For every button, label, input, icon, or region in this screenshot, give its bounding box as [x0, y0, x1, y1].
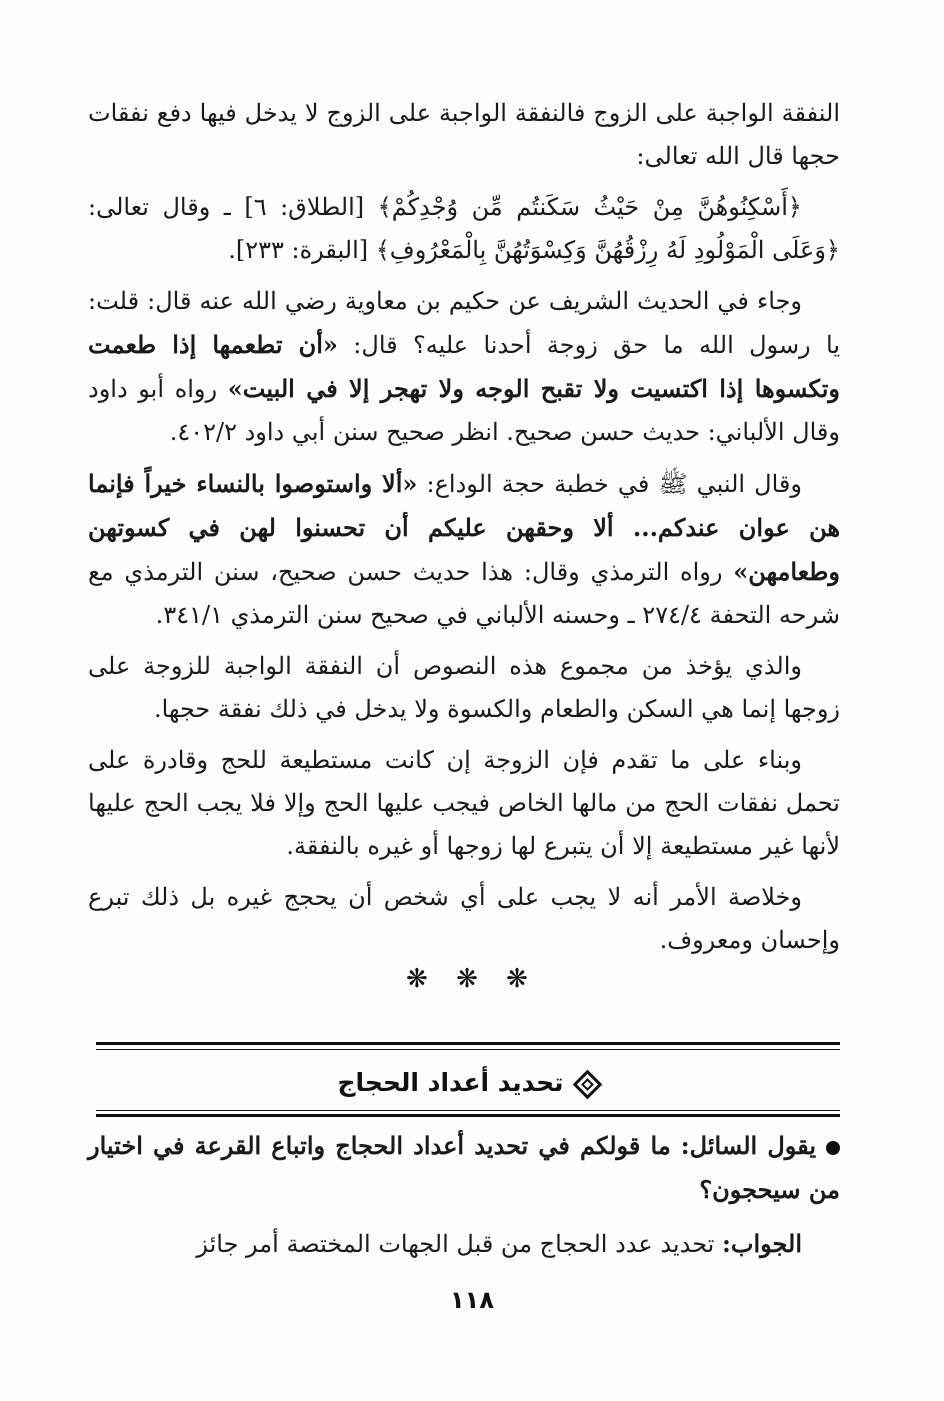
- section-title-text: تحديد أعداد الحجاج: [337, 1068, 564, 1097]
- paragraph: والذي يؤخذ من مجموع هذه النصوص أن النفقة الواجبة للزوجة على زوجها إنما هي السكن والطعام والكسوة ولا يدخل في ذلك نفقة حجها.: [88, 652, 840, 723]
- hadith-quote: «ألا واستوصوا بالنساء خيراً فإنما هن عوان عندكم... ألا وحقهن عليكم أن تحسنوا لهن في كسوتهن وطعامهن»: [88, 469, 841, 586]
- bottom-rule: [96, 1114, 840, 1117]
- answer-text: تحديد عدد الحجاج من قبل الجهات المختصة أمر جائز: [196, 1230, 722, 1258]
- paragraph: وخلاصة الأمر أنه لا يجب على أي شخص أن يحجج غيره بل ذلك تبرع وإحسان ومعروف.: [88, 883, 840, 954]
- hadith-paragraph: [88, 280, 840, 454]
- paragraph-text: وقال النبي ﷺ في خطبة حجة الوداع:: [417, 470, 802, 498]
- paragraph-text: رواه أبو داود وقال الألباني: حديث حسن صحيح. انظر صحيح سنن أبي داود ٤٠٢/٢.: [88, 375, 840, 446]
- diamond-icon: [573, 1069, 603, 1099]
- section-separator: ❋ ❋ ❋: [406, 964, 538, 994]
- paragraph-text: رواه الترمذي وقال: هذا حديث حسن صحيح، سنن الترمذي مع شرحه التحفة ٢٧٤/٤ ـ وحسنه الألباني في صحيح سنن الترمذي ٣٤١/١.: [88, 558, 840, 629]
- answer: [88, 1222, 840, 1266]
- body-text: [88, 92, 840, 970]
- paragraph-text: وجاء في الحديث الشريف عن حكيم بن معاوية رضي الله عنه قال: قلت: يا رسول الله ما حق زوجة أحدنا عليه؟ قال:: [88, 287, 841, 359]
- top-rule-thin: [96, 1049, 840, 1050]
- answer-label: الجواب:: [722, 1229, 802, 1258]
- question: [88, 1124, 840, 1212]
- hadith-paragraph: [88, 462, 840, 637]
- question-answer: [88, 1124, 840, 1276]
- page-number: ١١٨: [450, 1286, 494, 1314]
- hadith-quote: «أن تطعمها إذا طعمت وتكسوها إذا اكتسيت ولا تقبح الوجه ولا تهجر إلا في البيت»: [88, 330, 841, 403]
- bottom-rule-thin: [96, 1110, 840, 1111]
- question-text: يقول السائل: ما قولكم في تحديد أعداد الحجاج واتباع القرعة في اختيار من سيحجون؟: [88, 1131, 840, 1204]
- top-rule: [96, 1042, 840, 1045]
- paragraph: النفقة الواجبة على الزوج فالنفقة الواجبة على الزوج لا يدخل فيها دفع نفقات حجها قال الله تعالى:: [88, 99, 840, 170]
- quran-verse-paragraph: ﴿أَسْكِنُوهُنَّ مِنْ حَيْثُ سَكَنتُم مِّن وُجْدِكُمْ﴾ [الطلاق: ٦] ـ وقال تعالى: ﴿وَعَلَى الْمَوْلُودِ لَهُ رِزْقُهُنَّ وَكِسْوَتُهُنَّ بِالْمَعْرُوفِ﴾ [البقرة: ٢٣٣].: [88, 193, 840, 264]
- section-title: [96, 1060, 840, 1106]
- bullet-icon: [826, 1141, 840, 1155]
- paragraph: وبناء على ما تقدم فإن الزوجة إن كانت مستطيعة للحج وقادرة على تحمل نفقات الحج من مالها الخاص فيجب عليها الحج وإلا فلا يجب الحج عليها لأنها غير مستطيعة إلا أن يتبرع لها زوجها أو غيره بالنفقة.: [88, 746, 840, 860]
